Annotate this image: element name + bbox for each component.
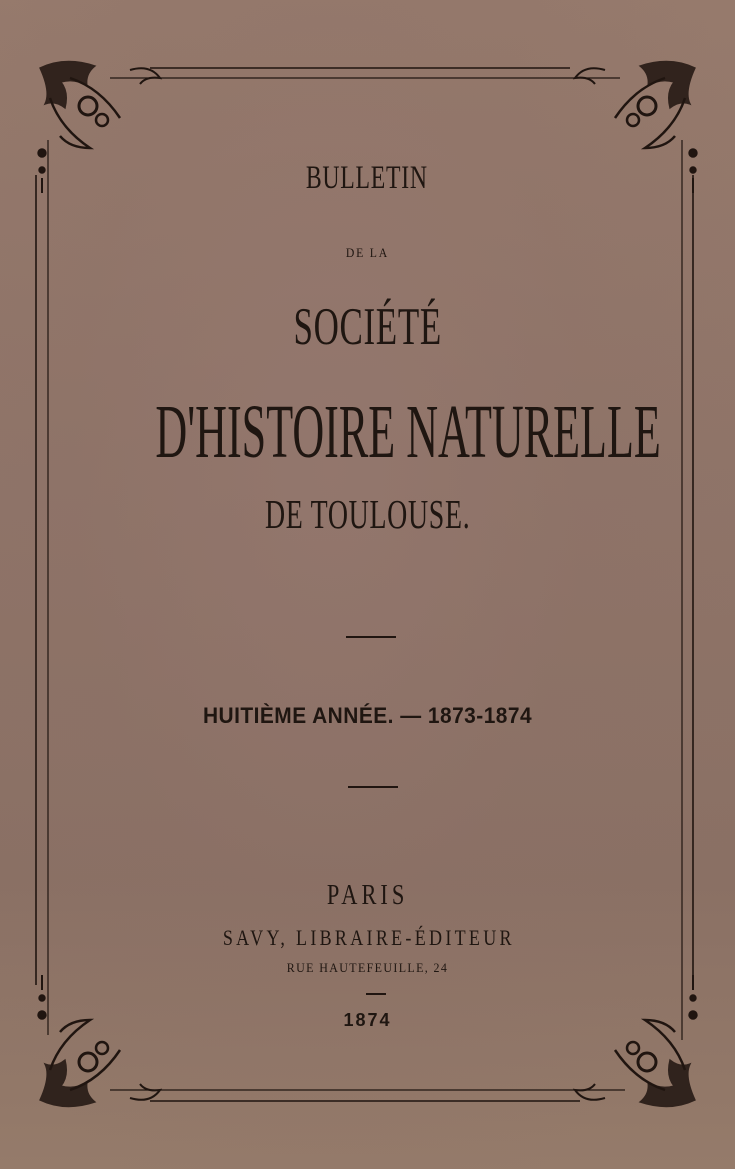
divider-rule [346, 636, 396, 638]
imprint-publisher: SAVY, LIBRAIRE-ÉDITEUR [222, 925, 515, 950]
imprint-city: PARIS [326, 880, 409, 911]
divider-rule [366, 993, 386, 995]
main-title: D'HISTOIRE NATURELLE [155, 390, 661, 474]
imprint-address: RUE HAUTEFEUILLE, 24 [286, 960, 449, 975]
divider-rule [348, 786, 398, 788]
volume-year: HUITIÈME ANNÉE. — 1873-1874 [202, 703, 533, 728]
title-connector: DE LA [345, 245, 390, 260]
city-subtitle: DE TOULOUSE. [264, 491, 471, 537]
series-title: BULLETIN [305, 160, 428, 196]
society-word: SOCIÉTÉ [293, 298, 442, 356]
publication-year: 1874 [343, 1010, 392, 1030]
